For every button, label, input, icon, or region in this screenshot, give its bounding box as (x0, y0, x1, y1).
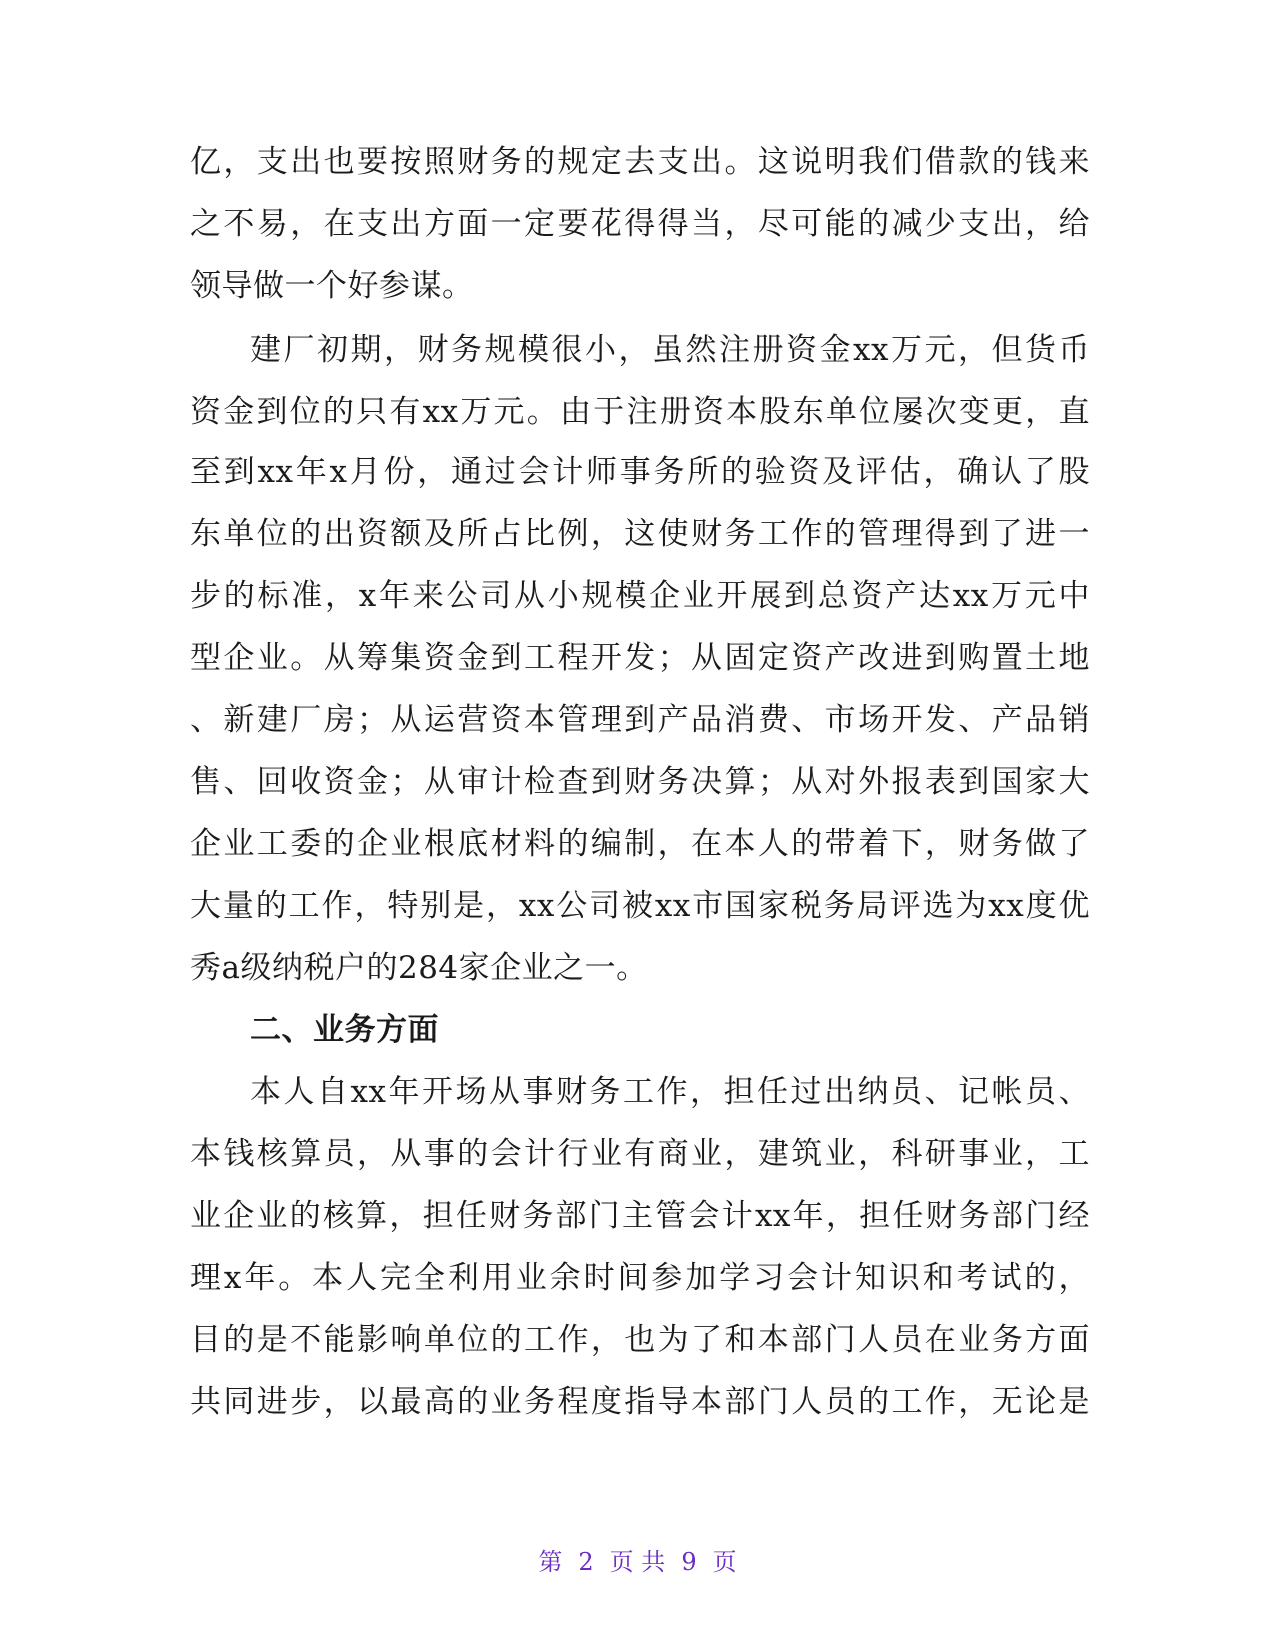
text-line: 领导做一个好参谋。 (190, 268, 474, 304)
page-footer (0, 1542, 1275, 1577)
text-line: 共同进步，以最高的业务程度指导本部门人员的工作，无论是 (190, 1384, 1090, 1420)
text-line: 大量的工作，特别是，xx公司被xx市国家税务局评选为xx度优 (190, 888, 1090, 924)
footer-page-number: 2 (578, 1548, 594, 1576)
text-line: 企业工委的企业根底材料的编制，在本人的带着下，财务做了 (190, 826, 1090, 862)
text-line: 步的标准，x年来公司从小规模企业开展到总资产达xx万元中 (190, 578, 1090, 614)
text-line: 之不易，在支出方面一定要花得得当，尽可能的减少支出，给 (190, 206, 1090, 242)
text-line: 东单位的出资额及所占比例，这使财务工作的管理得到了进一 (190, 516, 1090, 552)
text-line: 至到xx年x月份，通过会计师事务所的验资及评估，确认了股 (190, 454, 1090, 490)
text-line: 、新建厂房；从运营资本管理到产品消费、市场开发、产品销 (190, 702, 1090, 738)
text-line: 秀a级纳税户的284家企业之一。 (190, 950, 648, 986)
text-line: 亿，支出也要按照财务的规定去支出。这说明我们借款的钱来 (190, 144, 1090, 180)
text-line: 建厂初期，财务规模很小，虽然注册资金xx万元，但货币 (250, 332, 1090, 368)
text-line: 资金到位的只有xx万元。由于注册资本股东单位屡次变更，直 (190, 394, 1090, 430)
text-line: 型企业。从筹集资金到工程开发；从固定资产改进到购置土地 (190, 640, 1090, 676)
text-line: 本钱核算员，从事的会计行业有商业，建筑业，科研事业，工 (190, 1136, 1090, 1172)
text-line: 目的是不能影响单位的工作，也为了和本部门人员在业务方面 (190, 1322, 1090, 1358)
text-line: 本人自xx年开场从事财务工作，担任过出纳员、记帐员、 (250, 1074, 1090, 1110)
text-line: 理x年。本人完全利用业余时间参加学习会计知识和考试的， (190, 1260, 1090, 1296)
text-line: 业企业的核算，担任财务部门主管会计xx年，担任财务部门经 (190, 1198, 1090, 1234)
footer-label-page: 第 (538, 1548, 563, 1576)
footer-label-of: 页 共 (609, 1548, 666, 1576)
section-heading: 二、业务方面 (250, 1012, 439, 1048)
footer-label-end: 页 (712, 1548, 737, 1576)
footer-total-pages: 9 (681, 1548, 697, 1576)
text-line: 售、回收资金；从审计检查到财务决算；从对外报表到国家大 (190, 764, 1090, 800)
